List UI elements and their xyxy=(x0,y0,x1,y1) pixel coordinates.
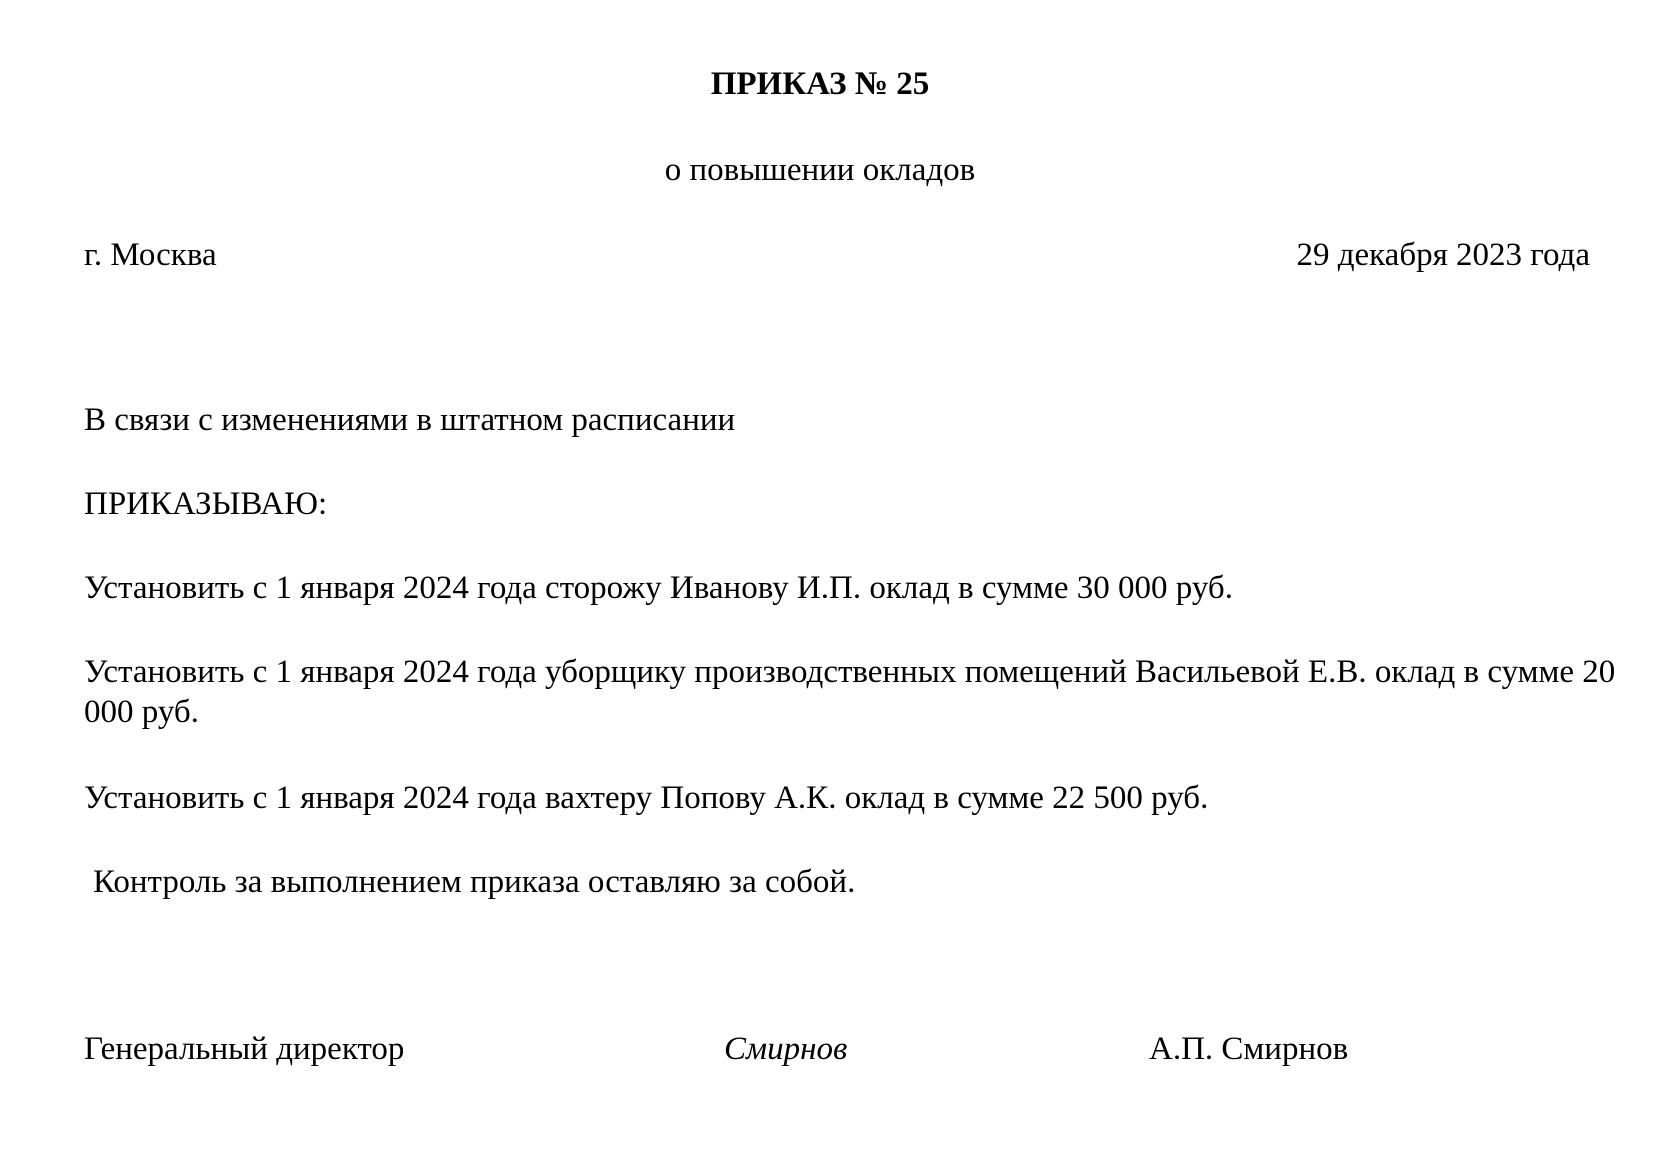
order-item: Установить с 1 января 2024 года вахтеру Попову А.К. оклад в сумме 22 500 руб. xyxy=(84,780,1209,816)
control-paragraph: Контроль за выполнением приказа оставляю за собой. xyxy=(93,864,856,900)
order-directive: ПРИКАЗЫВАЮ: xyxy=(84,486,328,522)
signatory-name: А.П. Смирнов xyxy=(1149,1031,1349,1067)
preamble-paragraph: В связи с изменениями в штатном расписании xyxy=(84,402,736,438)
order-date: 29 декабря 2023 года xyxy=(1296,237,1590,273)
order-item: Установить с 1 января 2024 года сторожу Иванову И.П. оклад в сумме 30 000 руб. xyxy=(84,570,1233,606)
order-item: Установить с 1 января 2024 года уборщику производственных помещений Васильевой Е.В. оклад в сумме 20 000 руб. xyxy=(84,654,1616,730)
signatory-position: Генеральный директор xyxy=(84,1031,405,1067)
order-city: г. Москва xyxy=(84,237,217,273)
order-subtitle: о повышении окладов xyxy=(664,152,976,188)
handwritten-signature: Смирнов xyxy=(724,1031,848,1067)
order-title: ПРИКАЗ № 25 xyxy=(710,66,930,102)
